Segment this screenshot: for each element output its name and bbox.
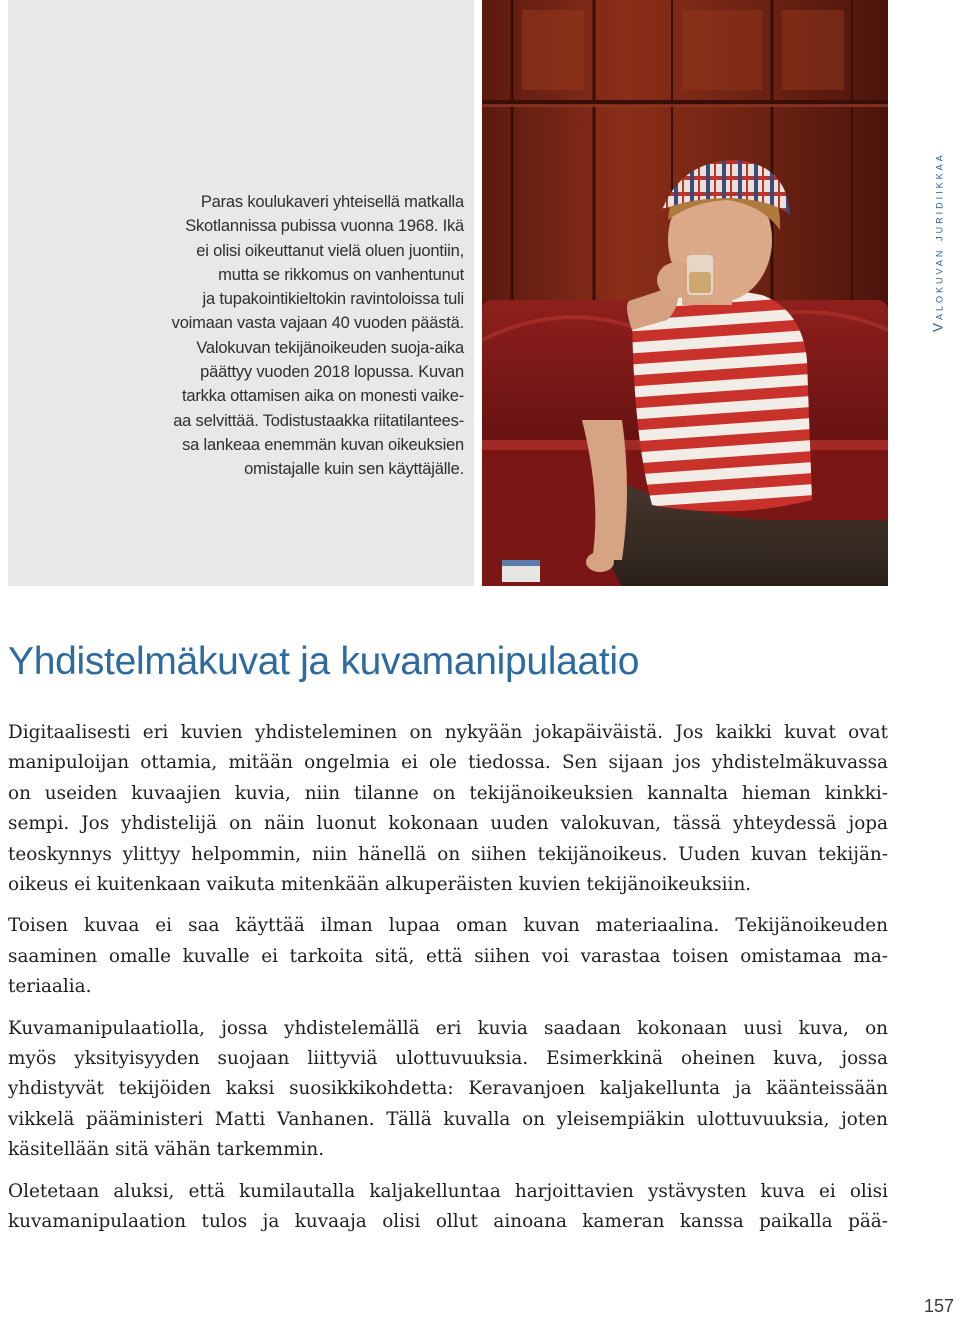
caption-line: voimaan vasta vajaan 40 vuoden päästä. (171, 314, 464, 333)
text-line: on useiden kuvaajien kuvia, niin tilanne on tekijänoikeuksien kannalta hieman kinkki- (8, 782, 888, 804)
caption-line: aa selvittää. Todistustaakka riitatilantees- (173, 411, 464, 430)
text-line: yhdistyvät tekijöiden kaksi suosikkikohdetta: Keravanjoen kaljakellunta ja käänteissään (8, 1078, 888, 1100)
page-number: 157 (923, 1296, 954, 1316)
text-line: myös yksityisyyden suojaan liittyviä ulottuvuuksia. Esimerkkinä oheinen kuva, jossa (8, 1048, 888, 1070)
paragraph (8, 1177, 888, 1238)
paragraph (8, 911, 888, 1002)
caption-line: päättyy vuoden 2018 lopussa. Kuvan (200, 363, 464, 382)
text-line: teoskynnys ylittyy helpommin, niin hänellä on siihen tekijänoikeus. Uuden kuvan tekijän- (8, 843, 888, 865)
caption-line: ja tupakointikieltokin ravintoloissa tuli (202, 290, 464, 309)
caption-box (8, 0, 474, 586)
caption-line: ei olisi oikeuttanut vielä oluen juontiin, (196, 241, 464, 260)
paragraph (8, 1014, 888, 1166)
caption-line: Valokuvan tekijänoikeuden suoja-aika (196, 338, 464, 357)
pub-photo-illustration (482, 0, 888, 586)
pub-photo (482, 0, 888, 586)
text-line: vikkelä pääministeri Matti Vanhanen. Tällä kuvalla on yleisempiäkin ulottuvuuksia, joten (8, 1108, 888, 1130)
text-line: Toisen kuvaa ei saa käyttää ilman lupaa oman kuvan materiaalina. Tekijänoikeuden (8, 915, 888, 937)
text-line: Digitaalisesti eri kuvien yhdisteleminen on nykyään jokapäiväistä. Jos kaikki kuvat ovat (8, 722, 888, 743)
text-line: kuvamanipulaation tulos ja kuvaaja olisi ollut ainoana kameran kanssa paikalla pää- (8, 1211, 888, 1233)
caption-line: mutta se rikkomus on vanhentunut (218, 265, 464, 284)
text-line: teriaalia. (8, 976, 92, 998)
running-header-label: Valokuvan juridiikkaa (930, 152, 946, 332)
caption-line: tarkka ottamisen aika on monesti vaike- (182, 387, 464, 406)
photo-caption (128, 190, 464, 482)
text-line: manipuloijan ottamia, mitään ongelmia ei ole tiedossa. Sen sijaan jos yhdistelmäkuvassa (8, 752, 888, 774)
text-line: Kuvamanipulaatiolla, jossa yhdistelemällä eri kuvia saadaan kokonaan uusi kuva, on (8, 1017, 888, 1039)
text-line: oikeus ei kuitenkaan vaikuta mitenkään alkuperäisten kuvien tekijänoikeuksiin. (8, 874, 752, 896)
section-heading: Yhdistelmäkuvat ja kuvamanipulaatio (8, 640, 640, 683)
caption-line: sa lankeaa enemmän kuvan oikeuksien (182, 435, 464, 454)
text-line: Oletetaan aluksi, että kumilautalla kaljakelluntaa harjoittavien ystävysten kuva ei olisi (8, 1180, 888, 1202)
paragraph (8, 718, 888, 900)
text-line: käsitellään sitä vähän tarkemmin. (8, 1139, 325, 1161)
caption-line: omistajalle kuin sen käyttäjälle. (244, 460, 464, 479)
text-line: sempi. Jos yhdistelijä on näin luonut kokonaan uuden valokuvan, tässä yhteydessä jopa (8, 813, 888, 835)
body-text (8, 718, 888, 1249)
caption-line: Skotlannissa pubissa vuonna 1968. Ikä (185, 217, 464, 236)
text-line: saaminen omalle kuvalle ei tarkoita sitä, että siihen voi varastaa toisen omistamaa ma- (8, 945, 888, 967)
caption-line: Paras koulukaveri yhteisellä matkalla (200, 193, 464, 211)
